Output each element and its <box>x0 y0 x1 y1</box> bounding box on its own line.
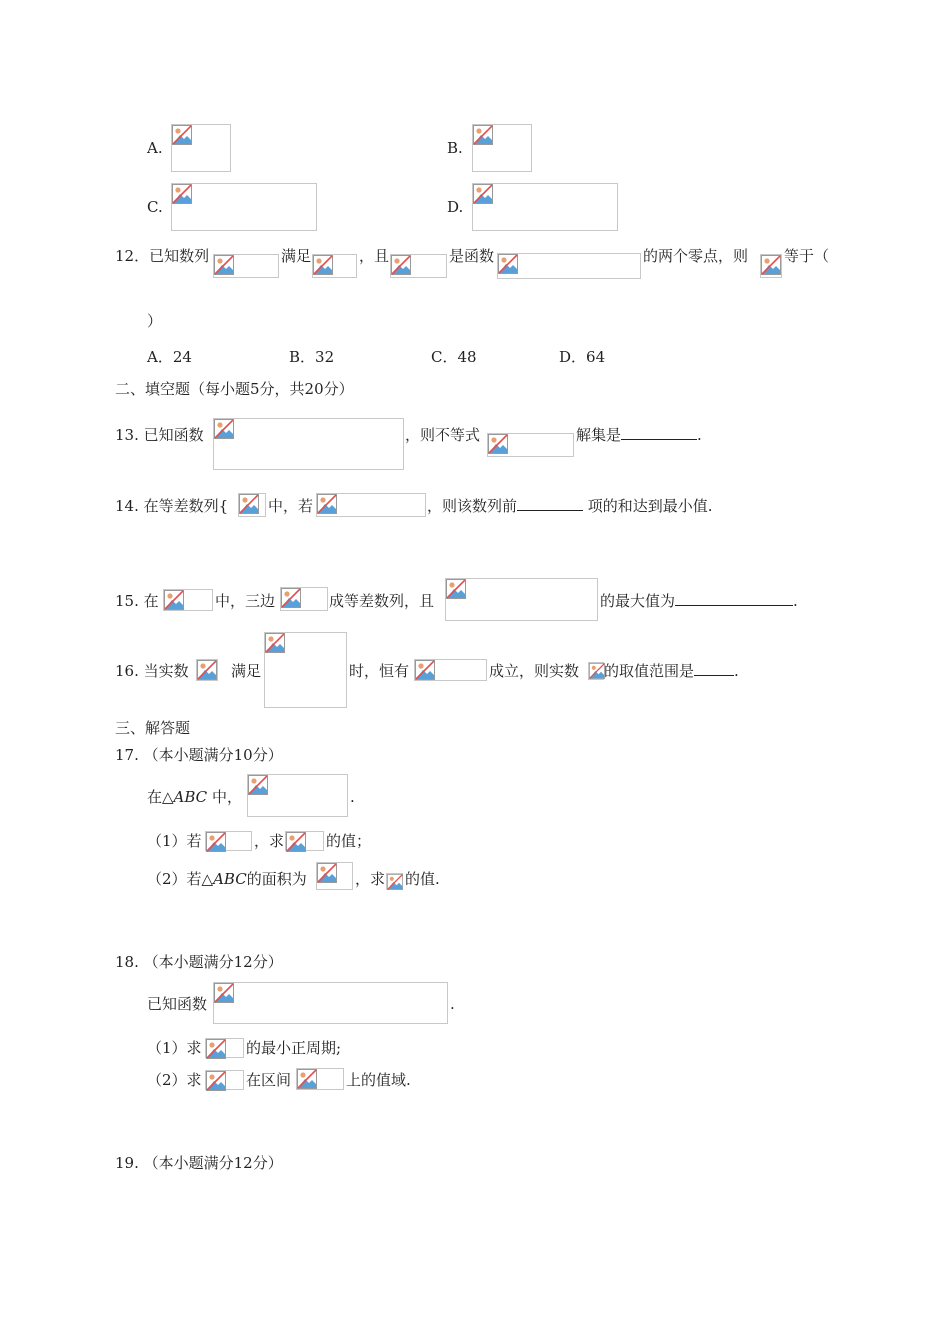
q13-text: ，则不等式 <box>405 426 481 444</box>
q12-text: 是函数 <box>449 247 495 265</box>
q12-text: 等于（ <box>784 247 830 265</box>
q18-part1-text: 的最小正周期; <box>246 1039 342 1057</box>
broken-image-icon <box>415 660 435 680</box>
q17-part1-condition-image <box>205 831 252 851</box>
q12-text: ，且 <box>359 247 390 265</box>
q13-period: . <box>697 426 702 444</box>
section-fill-in-heading: 二、填空题（每小题5分，共20分） <box>115 380 354 398</box>
section-solution-heading: 三、解答题 <box>115 719 191 737</box>
q17-intro-period: . <box>350 788 355 806</box>
q17-triangle-name: ABC <box>173 788 208 806</box>
broken-image-icon <box>281 588 301 608</box>
q13-number: 13. 已知函数 <box>115 426 204 444</box>
q12-terms-image <box>390 254 447 278</box>
broken-image-icon <box>265 633 285 653</box>
option-d-formula-image <box>472 183 618 231</box>
broken-image-icon <box>197 660 217 680</box>
q12-sequence-image <box>213 254 279 278</box>
broken-image-icon <box>239 494 259 514</box>
q12-number: 12．已知数列 <box>115 247 210 265</box>
q16-text: 满足 <box>231 662 262 680</box>
q17-part2-area-image <box>316 862 353 890</box>
q12-option-c: C．48 <box>431 348 477 366</box>
q15-number: 15. 在 <box>115 592 159 610</box>
broken-image-icon <box>446 579 466 599</box>
broken-image-icon <box>164 590 184 610</box>
q12-text: 的两个零点，则 <box>643 247 749 265</box>
broken-image-icon <box>214 255 234 275</box>
q16-number: 16. 当实数 <box>115 662 189 680</box>
broken-image-icon <box>761 255 781 275</box>
broken-image-icon <box>391 255 411 275</box>
q18-part2-function-image <box>205 1070 244 1090</box>
q17-part2-triangle-name: ABC <box>213 870 247 888</box>
broken-image-icon <box>172 184 192 204</box>
q18-function-image <box>213 982 448 1024</box>
option-c-label: C. <box>147 198 163 216</box>
broken-image-icon <box>206 832 226 852</box>
q12-option-b: B．32 <box>289 348 335 366</box>
broken-image-icon <box>589 663 605 679</box>
q17-intro-suffix: 中， <box>207 788 242 806</box>
q17-part2-area-label: 的面积为 <box>246 870 307 888</box>
q18-part1-label: （1）求 <box>147 1039 202 1057</box>
q16-system-image <box>264 632 347 708</box>
q14-number: 14. 在等差数列{ <box>115 497 229 515</box>
broken-image-icon <box>206 1039 226 1059</box>
answer-blank[interactable] <box>675 591 793 606</box>
q15-triangle-image <box>163 589 213 611</box>
q14-text <box>427 496 713 516</box>
q17-part2-prefix: （2）若△ <box>147 870 214 888</box>
q19-number: 19. （本小题满分12分） <box>115 1154 283 1172</box>
q16-parameter-image <box>588 662 604 680</box>
q15-text: 成等差数列，且 <box>329 592 435 610</box>
q18-intro-period: . <box>450 995 455 1013</box>
q17-part2-text: ，求 <box>355 870 386 888</box>
q16-text <box>604 661 739 681</box>
q12-close-paren: ） <box>147 312 163 330</box>
broken-image-icon <box>313 255 333 275</box>
broken-image-icon <box>498 254 518 274</box>
q17-part2-target-image <box>386 873 403 890</box>
q18-part2-text: 在区间 <box>246 1071 292 1089</box>
broken-image-icon <box>214 419 234 439</box>
broken-image-icon <box>248 775 268 795</box>
q18-part2-text: 上的值域. <box>346 1071 411 1089</box>
broken-image-icon <box>473 184 493 204</box>
answer-blank[interactable] <box>517 496 583 511</box>
q12-target-image <box>760 254 782 278</box>
q14-condition-image <box>316 493 426 517</box>
broken-image-icon <box>172 125 192 145</box>
q17-condition-image <box>247 774 348 817</box>
broken-image-icon <box>473 125 493 145</box>
q15-text: 中，三边 <box>215 592 276 610</box>
broken-image-icon <box>286 832 306 852</box>
q14-text: 中，若 <box>268 497 314 515</box>
q15-sides-image <box>280 587 328 611</box>
q17-part2-text: 的值. <box>405 870 440 888</box>
q17-part1-text: ，求 <box>254 832 285 850</box>
q18-part1-function-image <box>205 1038 244 1058</box>
q14-sequence-image <box>238 493 266 517</box>
q16-text: 成立，则实数 <box>489 662 580 680</box>
q17-part1-label: （1）若 <box>147 832 202 850</box>
q17-part1-text: 的值； <box>326 832 372 850</box>
q12-function-image <box>497 253 641 279</box>
q17-part1-target-image <box>285 831 324 851</box>
q16-inequality-image <box>414 659 487 681</box>
q15-expression-image <box>445 578 598 621</box>
q12-option-d: D．64 <box>559 348 606 366</box>
broken-image-icon <box>488 434 508 454</box>
q12-option-a: A．24 <box>147 348 192 366</box>
q16-text: 时，恒有 <box>349 662 410 680</box>
q17-intro <box>147 787 242 807</box>
option-b-label: B. <box>447 139 463 157</box>
q18-intro: 已知函数 <box>147 995 208 1013</box>
q13-text <box>576 425 702 445</box>
q16-range-label: 的取值范围是 <box>604 662 695 680</box>
broken-image-icon <box>297 1069 317 1089</box>
q16-period: . <box>734 662 739 680</box>
broken-image-icon <box>206 1071 226 1091</box>
broken-image-icon <box>317 863 337 883</box>
q14-suffix: 项的和达到最小值. <box>583 497 713 515</box>
option-a-formula-image <box>171 124 231 172</box>
option-b-formula-image <box>472 124 532 172</box>
q15-max-label: 的最大值为 <box>600 592 676 610</box>
q16-variable-image <box>196 659 218 681</box>
q18-part2-label: （2）求 <box>147 1071 202 1089</box>
broken-image-icon <box>387 874 403 890</box>
q12-text: 满足 <box>281 247 312 265</box>
q18-part2-interval-image <box>296 1068 344 1090</box>
answer-blank[interactable] <box>694 661 734 676</box>
option-d-label: D. <box>447 198 464 216</box>
q15-period: . <box>793 592 798 610</box>
q12-condition-image <box>312 254 357 278</box>
broken-image-icon <box>214 983 234 1003</box>
q17-part2-label <box>147 869 307 889</box>
q13-inequality-image <box>487 433 574 457</box>
broken-image-icon <box>317 494 337 514</box>
q17-number: 17. （本小题满分10分） <box>115 746 283 764</box>
q15-text <box>600 591 798 611</box>
q13-function-image <box>213 418 404 470</box>
q14-prefix: ，则该数列前 <box>427 497 518 515</box>
option-a-label: A. <box>147 139 163 157</box>
q18-number: 18. （本小题满分12分） <box>115 953 283 971</box>
answer-blank[interactable] <box>621 425 697 440</box>
q13-solution-label: 解集是 <box>576 426 622 444</box>
option-c-formula-image <box>171 183 317 231</box>
q17-intro-prefix: 在△ <box>147 788 174 806</box>
